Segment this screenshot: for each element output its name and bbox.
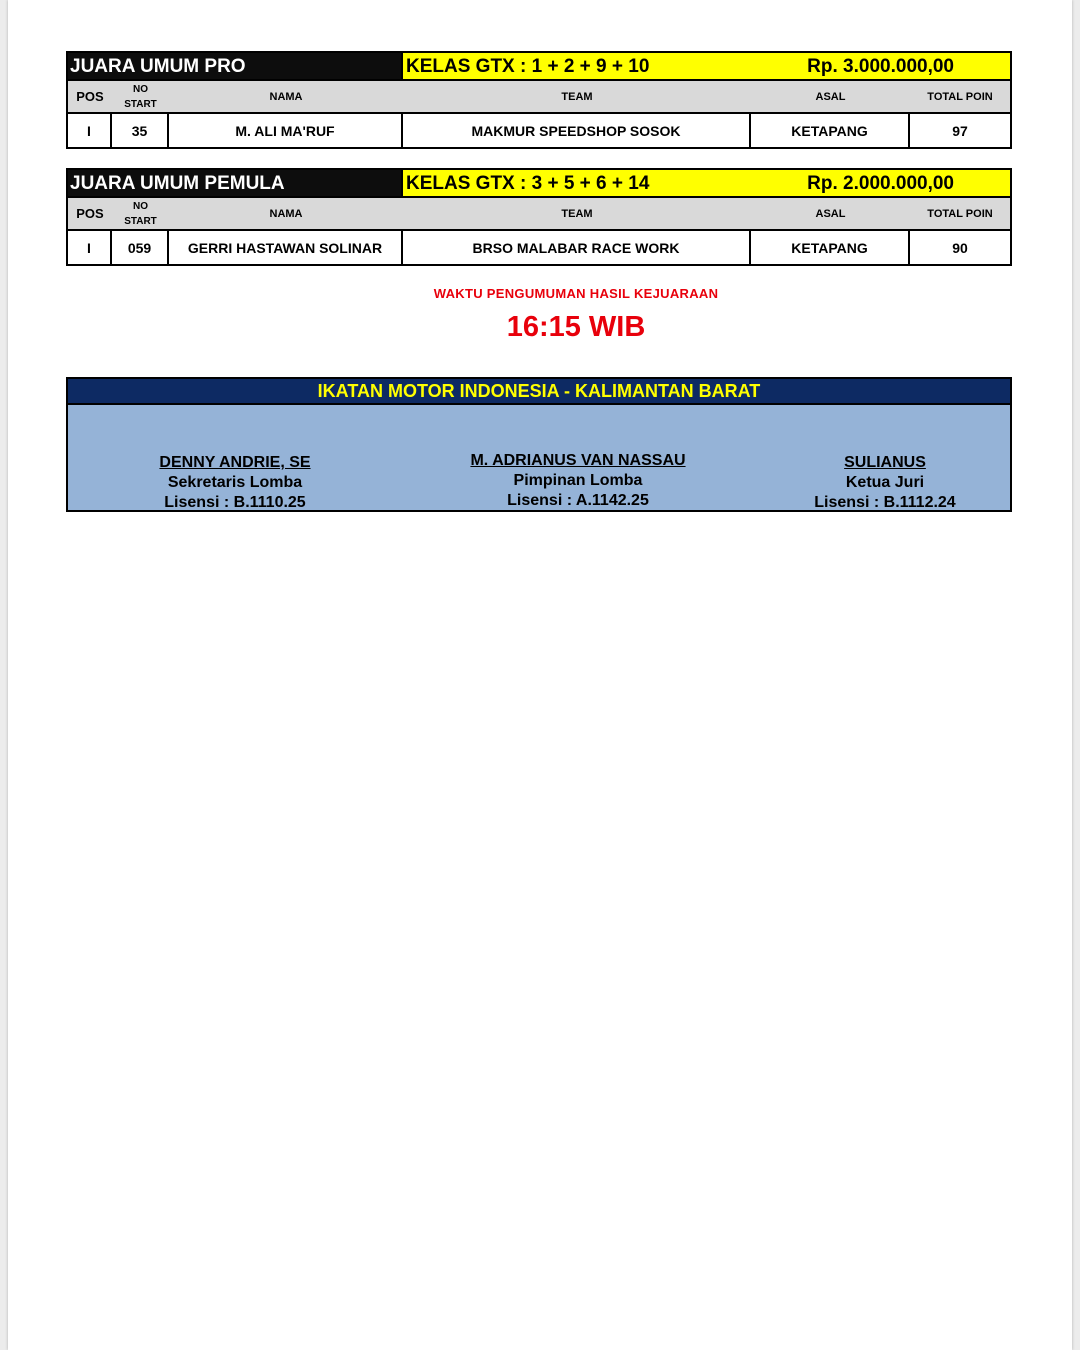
row-nama: GERRI HASTAWAN SOLINAR — [169, 231, 403, 264]
row-no-start: 059 — [112, 231, 169, 264]
header-pos: POS — [76, 206, 104, 221]
row-team: BRSO MALABAR RACE WORK — [403, 231, 751, 264]
header-asal: ASAL — [815, 207, 846, 220]
table-header-row — [68, 198, 1010, 231]
table-header-row — [68, 81, 1010, 114]
results-table-pro — [66, 51, 1012, 149]
header-team: TEAM — [561, 207, 593, 220]
class-label: KELAS GTX : 1 + 2 + 9 + 10 — [406, 56, 650, 77]
row-team: MAKMUR SPEEDSHOP SOSOK — [403, 114, 751, 147]
document-page — [8, 0, 1072, 1350]
table-row — [68, 231, 1010, 264]
header-no-start-line1: NO — [133, 200, 148, 212]
header-team: TEAM — [561, 90, 593, 103]
header-no-start-line2: START — [124, 98, 157, 110]
row-nama: M. ALI MA'RUF — [169, 114, 403, 147]
category-title: JUARA UMUM PEMULA — [68, 170, 401, 196]
signatory-race-director — [448, 451, 708, 511]
signatory-role: Pimpinan Lomba — [513, 472, 643, 489]
signatory-name: DENNY ANDRIE, SE — [159, 454, 311, 471]
header-total-poin: TOTAL POIN — [927, 207, 993, 220]
row-pos: I — [68, 231, 112, 264]
class-prize-bar — [401, 170, 1010, 196]
announcement-time: 16:15 WIB — [506, 311, 646, 343]
signatory-license: Lisensi : B.1112.24 — [814, 494, 956, 511]
organization-signature-box — [66, 377, 1012, 512]
header-asal: ASAL — [815, 90, 846, 103]
header-total-poin: TOTAL POIN — [927, 90, 993, 103]
results-table-pemula — [66, 168, 1012, 266]
signatory-license: Lisensi : B.1110.25 — [164, 494, 306, 511]
table-title-row — [68, 170, 1010, 198]
signatory-role: Sekretaris Lomba — [167, 474, 303, 491]
class-label: KELAS GTX : 3 + 5 + 6 + 14 — [406, 173, 650, 194]
row-asal: KETAPANG — [751, 114, 910, 147]
signatory-secretary — [130, 453, 340, 513]
header-nama: NAMA — [269, 207, 303, 220]
row-no-start: 35 — [112, 114, 169, 147]
row-total-poin: 97 — [952, 122, 968, 139]
signatory-chief-judge — [780, 453, 990, 513]
header-no-start — [112, 198, 169, 229]
category-title: JUARA UMUM PRO — [68, 53, 401, 79]
header-pos: POS — [76, 89, 104, 104]
header-no-start — [112, 81, 169, 112]
signatory-role: Ketua Juri — [845, 474, 925, 491]
table-row — [68, 114, 1010, 147]
announcement-label: WAKTU PENGUMUMAN HASIL KEJUARAAN — [433, 286, 719, 301]
row-asal: KETAPANG — [751, 231, 910, 264]
signatory-name: SULIANUS — [844, 454, 926, 471]
signatory-license: Lisensi : A.1142.25 — [507, 492, 649, 509]
header-no-start-line1: NO — [133, 83, 148, 95]
organization-title: IKATAN MOTOR INDONESIA - KALIMANTAN BARAT — [68, 379, 1010, 405]
header-nama: NAMA — [269, 90, 303, 103]
class-prize-bar — [401, 53, 1010, 79]
row-pos: I — [68, 114, 112, 147]
signatory-name: M. ADRIANUS VAN NASSAU — [470, 452, 686, 469]
header-no-start-line2: START — [124, 215, 157, 227]
table-title-row — [68, 53, 1010, 81]
prize-amount: Rp. 3.000.000,00 — [807, 56, 954, 77]
row-total-poin: 90 — [952, 239, 968, 256]
prize-amount: Rp. 2.000.000,00 — [807, 173, 954, 194]
